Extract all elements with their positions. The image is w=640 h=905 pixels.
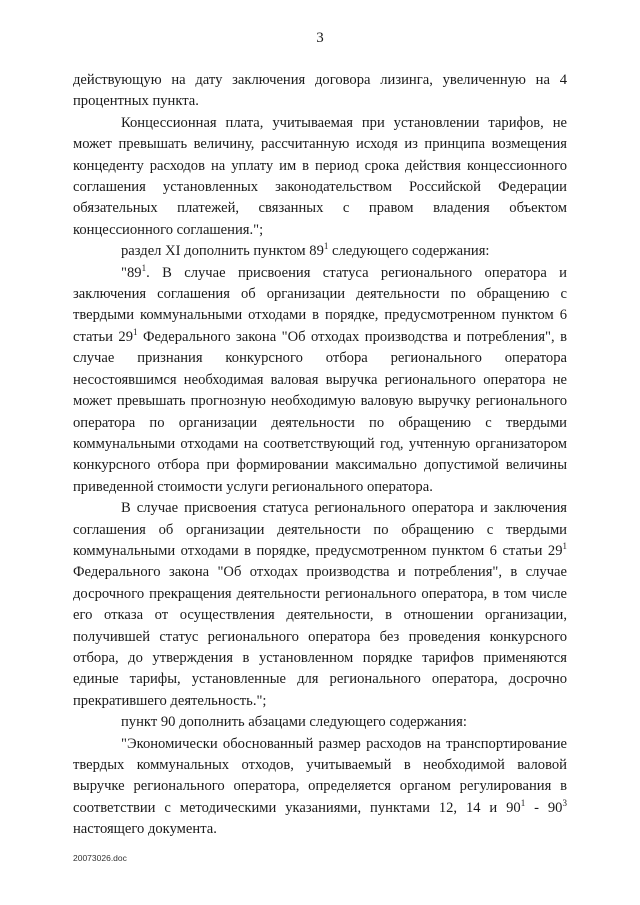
text-segment: следующего содержания: bbox=[328, 243, 490, 260]
text-segment: - 90 bbox=[525, 799, 563, 816]
text-segment: . В случае присвоения статуса регионального оператора и заключения соглашения об организации деятельности по обращению с твердыми коммунальными отходами в порядке, предусмотренном пунктом 6 статьи 29 bbox=[73, 264, 567, 345]
superscript: 1 bbox=[141, 262, 147, 273]
paragraph-lease-rate: действующую на дату заключения договора лизинга, увеличенную на 4 процентных пункта. bbox=[73, 72, 567, 110]
text-segment: раздел XI дополнить пунктом 89 bbox=[121, 243, 324, 260]
paragraph-point-90-amendment: пункт 90 дополнить абзацами следующего содержания: bbox=[121, 714, 467, 731]
superscript: 3 bbox=[562, 797, 567, 808]
text-segment: "Экономически обоснованный размер расходов на транспортирование твердых коммунальных отходов, учитываемый в необходимой валовой выручке регионального оператора, определяется органом регулирования в соответствии с методическими указаниями, пунктами 12, 14 и 90 bbox=[73, 735, 567, 816]
paragraph-transport-costs bbox=[73, 734, 567, 841]
document-body bbox=[73, 70, 567, 841]
superscript: 1 bbox=[520, 797, 526, 808]
page-number: 3 bbox=[316, 30, 324, 46]
superscript: 1 bbox=[323, 241, 329, 252]
text-segment: Федерального закона "Об отходах производства и потребления", в случае признания конкурсного отбора регионального оператора несостоявшимся необходимая валовая выручка регионального оператора не может превышать прогнозную необходимую валовую выручку регионального оператора по организации деятельности по обращению с твердыми коммунальными отходами на соответствующий год, учтенную организатором конкурсного отбора при формировании максимально допустимой величины приведенной стоимости услуги регионального оператора. bbox=[73, 328, 567, 495]
paragraph-point-89-1 bbox=[73, 263, 567, 498]
text-segment: настоящего документа. bbox=[73, 821, 217, 838]
document-filename: 20073026.doc bbox=[73, 853, 127, 863]
text-segment: В случае присвоения статуса регионального оператора и заключения соглашения об организации деятельности по обращению с твердыми коммунальными отходами в порядке, предусмотренном пунктом 6 статьи 29 bbox=[73, 500, 567, 559]
superscript: 1 bbox=[133, 326, 138, 337]
superscript: 1 bbox=[562, 540, 567, 551]
paragraph-early-termination bbox=[73, 498, 567, 712]
text-segment: "89 bbox=[121, 264, 142, 281]
paragraph-concession-fee: Концессионная плата, учитываемая при установлении тарифов, не может превышать величину, рассчитанную исходя из принципа возмещения концеденту расходов на уплату им в период срока действия концессионного соглашения установленных законодательством Российской Федерации обязательных платежей, связанных с правом владения объектом концессионного соглашения."; bbox=[73, 114, 567, 238]
paragraph-section-xi-amendment bbox=[73, 241, 567, 262]
text-segment: Федерального закона "Об отходах производства и потребления", в случае досрочного прекращения деятельности регионального оператора, в том числе его отказа от осуществления деятельности, в отношении организации, получившей статус регионального оператора без проведения конкурсного отбора, до утверждения в установленном порядке тарифов применяются единые тарифы, установленные для регионального оператора, досрочно прекратившего деятельность."; bbox=[73, 564, 567, 709]
